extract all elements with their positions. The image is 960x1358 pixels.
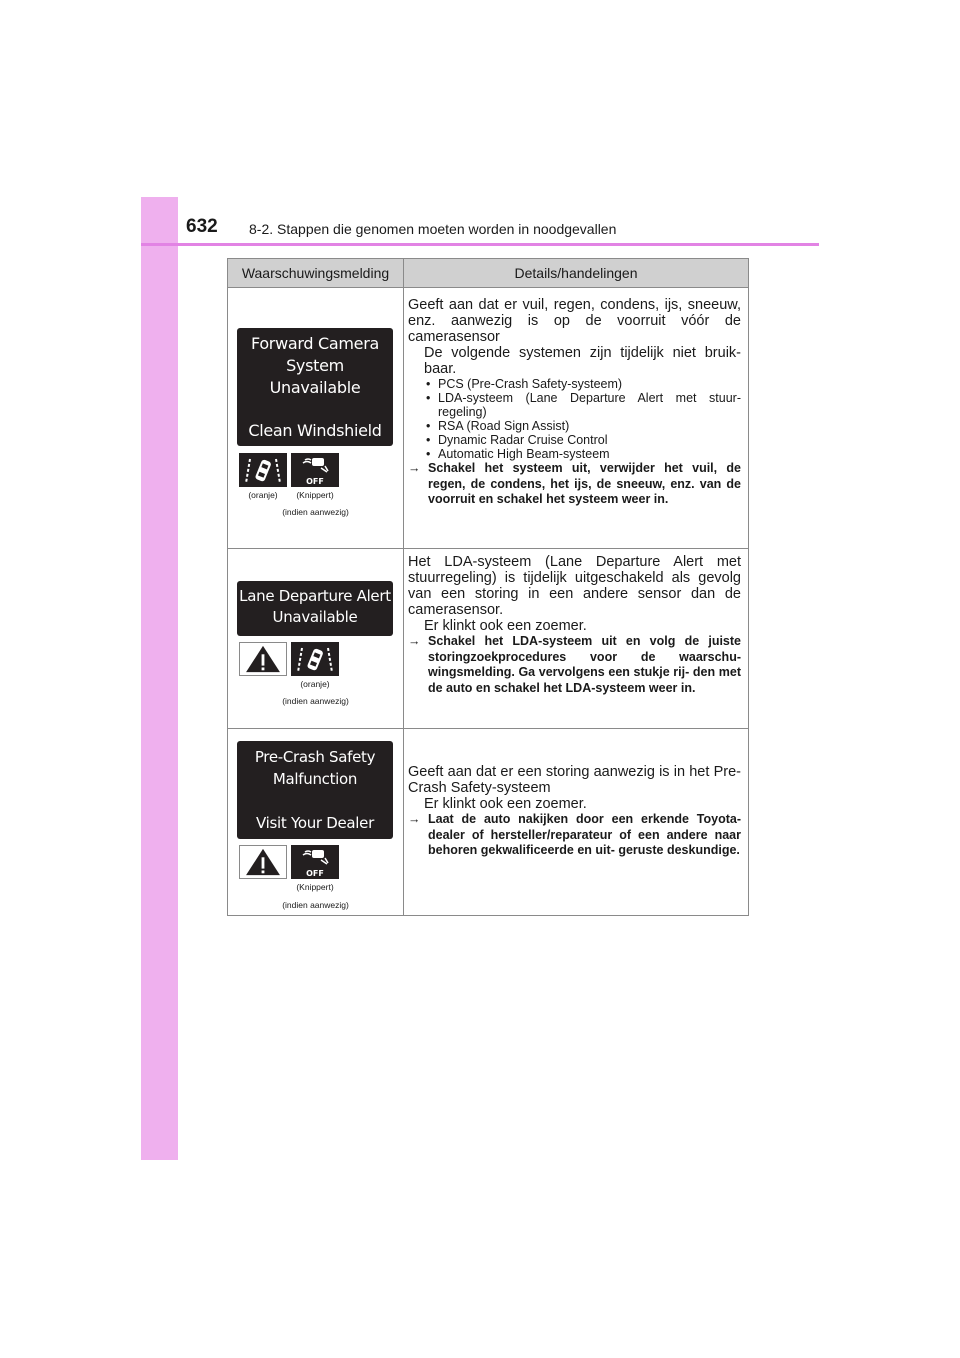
list-item: • PCS (Pre-Crash Safety-systeem): [408, 377, 741, 391]
display-line: Unavailable: [269, 378, 361, 397]
sub-text: Er klinkt ook een zoemer.: [424, 796, 587, 812]
page-number: 632: [186, 216, 218, 237]
description-text: Geeft aan dat er vuil, regen, condens, ijs, sneeuw, enz. aanwezig is op de voorruit vóór de camerasensor: [408, 297, 741, 345]
action-text: Schakel het systeem uit, verwijder het vuil, de regen, de condens, het ijs, de sneeuw, enz. van de voorruit en schakel het systeem weer in.: [428, 461, 741, 506]
column-header-details: Details/handelingen: [404, 259, 748, 287]
display-line: Lane Departure Alert: [239, 587, 391, 605]
action-instruction: [408, 634, 741, 696]
display-message: [237, 741, 393, 839]
action-instruction: [408, 812, 741, 859]
section-tab-bar: [141, 197, 178, 1160]
lane-departure-car-icon: [291, 642, 339, 676]
display-line: System: [286, 356, 344, 375]
affected-systems-list: [408, 377, 741, 461]
details-cell: [408, 554, 741, 696]
table-row: [228, 549, 748, 728]
section-title: 8-2. Stappen die genomen moeten worden in noodgevallen: [249, 221, 617, 237]
warning-triangle-icon: [239, 642, 287, 676]
warning-cell: [228, 549, 403, 728]
lane-departure-car-icon: [239, 453, 287, 487]
column-header-warning: Waarschuwingsmelding: [228, 259, 403, 287]
availability-note: (indien aanwezig): [282, 507, 349, 517]
warning-cell: [228, 729, 403, 915]
action-text: Laat de auto nakijken door een erkende Toyota-dealer of hersteller/reparateur of een andere naar behoren gekwalificeerde en uit- geruste deskundige.: [428, 812, 741, 857]
icon-caption: (Knippert): [296, 882, 334, 892]
details-cell: [408, 764, 741, 859]
action-text: Schakel het LDA-systeem uit en volg de juiste storingzoekprocedures voor de waarschu- wingsmelding. Ga vervolgens een stukje rij- den met de auto en schakel het LDA-systeem weer in.: [428, 634, 741, 695]
display-line: Clean Windshield: [248, 421, 382, 440]
description-text: Het LDA-systeem (Lane Departure Alert met stuurregeling) is tijdelijk uitgeschakeld als gevolg van een storing in een andere sensor dan de camerasensor.: [408, 554, 741, 618]
arrow-icon: →: [408, 634, 421, 648]
details-cell: [408, 297, 741, 508]
arrow-icon: →: [408, 812, 421, 826]
availability-note: (indien aanwezig): [282, 696, 349, 706]
list-item: • LDA-systeem (Lane Departure Alert met stuur- regeling): [408, 391, 741, 419]
availability-note: (indien aanwezig): [282, 900, 349, 910]
list-item: • RSA (Road Sign Assist): [408, 419, 741, 433]
display-message: [237, 328, 393, 446]
display-line: Pre-Crash Safety: [254, 748, 376, 766]
icon-caption: (oranje): [248, 490, 278, 500]
display-line: Unavailable: [272, 608, 358, 626]
warning-message-table: [227, 258, 749, 916]
header-rule: [141, 243, 819, 246]
list-item: • Dynamic Radar Cruise Control: [408, 433, 741, 447]
pre-crash-off-icon: [291, 453, 339, 487]
sub-text: Er klinkt ook een zoemer.: [424, 618, 587, 634]
icon-caption: (Knippert): [296, 490, 334, 500]
display-message: [237, 581, 393, 636]
description-text: Geeft aan dat er een storing aanwezig is in het Pre-Crash Safety-systeem: [408, 764, 741, 796]
sub-text: De volgende systemen zijn tijdelijk niet bruik- baar.: [424, 345, 741, 377]
action-instruction: [408, 461, 741, 508]
warning-cell: [228, 288, 403, 548]
display-line: Visit Your Dealer: [256, 814, 374, 832]
display-line: Forward Camera: [250, 334, 380, 353]
table-row: [228, 288, 748, 548]
display-line: Malfunction: [272, 770, 358, 788]
icon-caption: (oranje): [300, 679, 330, 689]
table-row: [228, 729, 748, 915]
arrow-icon: →: [408, 461, 421, 475]
list-item: • Automatic High Beam-systeem: [408, 447, 741, 461]
warning-triangle-icon: [239, 845, 287, 879]
pre-crash-off-icon: [291, 845, 339, 879]
